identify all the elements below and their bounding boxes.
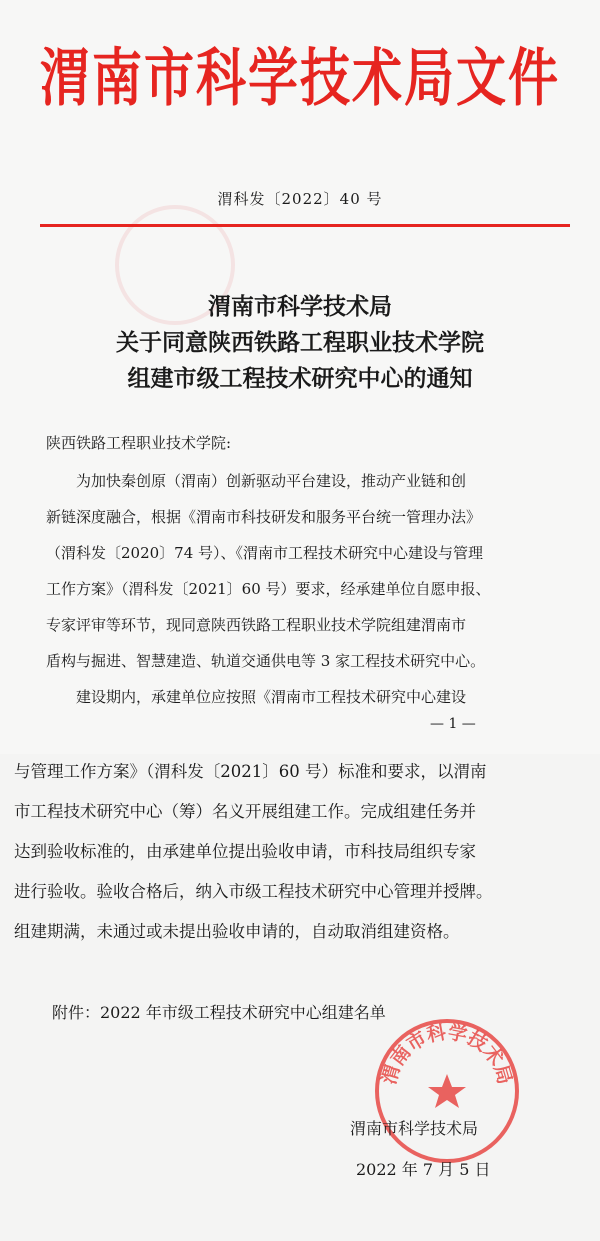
red-divider-line [40,224,570,227]
addressee: 陕西铁路工程职业技术学院: [46,434,232,452]
notice-title-line-3: 组建市级工程技术研究中心的通知 [127,366,473,392]
notice-title-line-2: 关于同意陕西铁路工程职业技术学院 [116,330,484,356]
issuing-org-title: 渭南市科学技术局文件 [40,41,560,115]
page-number: — 1 — [430,716,476,732]
document-page-2 [0,754,600,1241]
body-paragraph-line: 建设期内，承建单位应按照《渭南市工程技术研究中心建设 [46,688,467,706]
body-paragraph-line: 新链深度融合，根据《渭南市科技研发和服务平台统一管理办法》 [46,508,482,526]
document-number: 渭科发〔2022〕40 号 [217,190,383,208]
body-paragraph-line: 盾构与掘进、智慧建造、轨道交通供电等 3 家工程技术研究中心。 [46,652,486,670]
show-through-text [60,8,73,27]
svg-text:渭南市科学技术局: 渭南市科学技术局 [378,1021,516,1087]
attachment-line: 附件：2022 年市级工程技术研究中心组建名单 [52,1003,386,1022]
body-paragraph-line: 为加快秦创原（渭南）创新驱动平台建设，推动产业链和创 [46,472,467,490]
notice-title-line-1: 渭南市科学技术局 [208,294,392,320]
body-paragraph-line: 与管理工作方案》（渭科发〔2021〕60 号）标准和要求，以渭南 [14,762,487,781]
show-through-text [140,1199,166,1236]
body-paragraph-line: 进行验收。验收合格后，纳入市级工程技术研究中心管理并授牌。 [14,882,493,901]
official-seal-icon [372,1016,522,1166]
signature-organization: 渭南市科学技术局 [350,1119,479,1138]
body-paragraph-line: 专家评审等环节，现同意陕西铁路工程职业技术学院组建渭南市 [46,616,467,634]
body-paragraph-line: 市工程技术研究中心（筹）名义开展组建工作。完成组建任务并 [14,802,476,821]
body-paragraph-line: 工作方案》（渭科发〔2021〕60 号）要求，经承建单位自愿申报、 [46,580,491,598]
body-paragraph-line: （渭科发〔2020〕74 号）、《渭南市工程技术研究中心建设与管理 [46,544,484,562]
body-paragraph-line: 组建期满，未通过或未提出验收申请的，自动取消组建资格。 [14,922,460,941]
signature-date: 2022 年 7 月 5 日 [356,1160,491,1179]
body-paragraph-line: 达到验收标准的，由承建单位提出验收申请，市科技局组织专家 [14,842,476,861]
